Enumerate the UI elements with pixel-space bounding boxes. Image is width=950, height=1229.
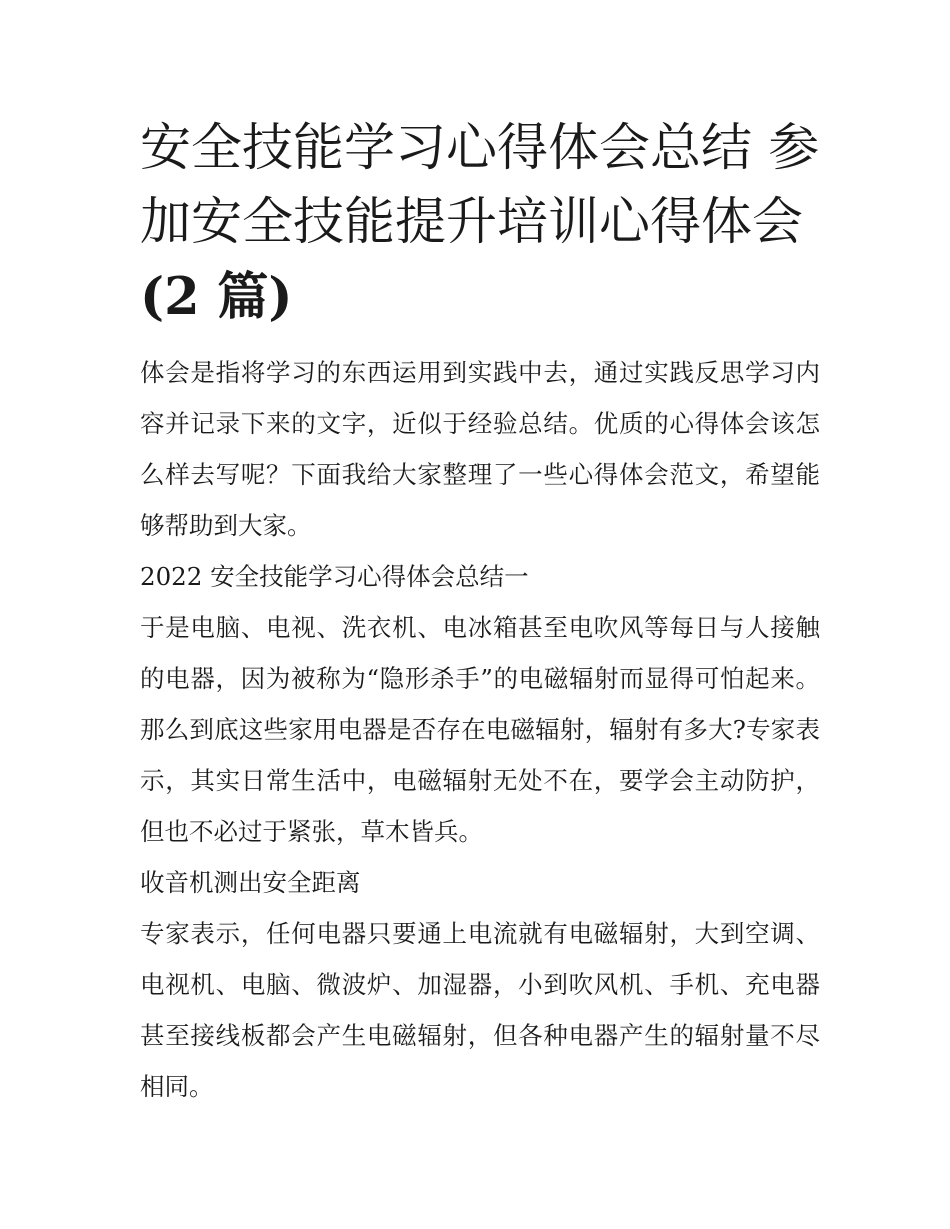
document-title <box>140 112 820 335</box>
document-page <box>140 112 820 1112</box>
title-suffix: (2 篇) <box>140 267 293 327</box>
section-heading: 2022 安全技能学习心得体会总结一 <box>140 562 529 591</box>
subheading: 收音机测出安全距离 <box>140 868 361 897</box>
intro-paragraph: 体会是指将学习的东西运用到实践中去，通过实践反思学习内容并记录下来的文字，近似于经验总结。优质的心得体会该怎么样去写呢？下面我给大家整理了一些心得体会范文，希望能够帮助到大家。 <box>140 358 820 540</box>
title-main: 安全技能学习心得体会总结 参加安全技能提升培训心得体会 <box>140 119 820 252</box>
body-paragraph-2: 专家表示，任何电器只要通上电流就有电磁辐射，大到空调、电视机、电脑、微波炉、加湿器，小到吹风机、手机、充电器甚至接线板都会产生电磁辐射，但各种电器产生的辐射量不尽相同。 <box>140 919 820 1101</box>
body-paragraph-1: 于是电脑、电视、洗衣机、电冰箱甚至电吹风等每日与人接触的电器，因为被称为“隐形杀手”的电磁辐射而显得可怕起来。那么到底这些家用电器是否存在电磁辐射，辐射有多大?专家表示，其实日常生活中，电磁辐射无处不在，要学会主动防护，但也不必过于紧张，草木皆兵。 <box>140 613 820 846</box>
